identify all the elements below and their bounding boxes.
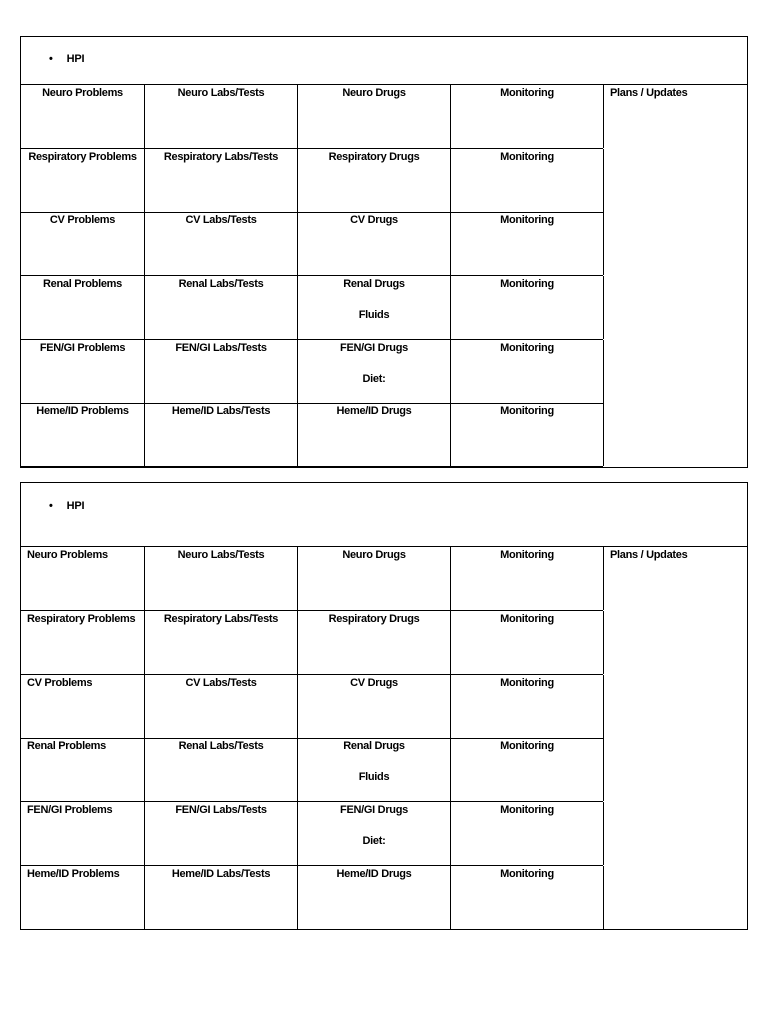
monitoring-label: Monitoring: [500, 151, 554, 163]
drugs-label: Neuro Drugs: [342, 87, 406, 99]
labs-cell[interactable]: [145, 403, 298, 466]
systems-grid: [21, 85, 747, 467]
labs-cell[interactable]: [145, 340, 298, 403]
hpi-label: HPI: [66, 500, 85, 512]
problems-label: Neuro Problems: [27, 549, 108, 561]
problems-label: Neuro Problems: [42, 87, 123, 99]
table-row-respiratory: [21, 611, 603, 675]
table-row-neuro: [21, 85, 603, 149]
monitoring-cell[interactable]: [451, 340, 604, 403]
drugs-cell[interactable]: [298, 802, 451, 865]
drugs-label: Renal Drugs: [343, 740, 405, 752]
problems-label: Heme/ID Problems: [27, 868, 120, 880]
monitoring-label: Monitoring: [500, 677, 554, 689]
plans-updates-cell[interactable]: [604, 85, 747, 467]
problems-label: FEN/GI Problems: [27, 804, 113, 816]
bullet-icon: •: [49, 500, 53, 512]
drugs-cell[interactable]: [298, 276, 451, 339]
problems-cell[interactable]: [21, 85, 145, 148]
drugs-label: Respiratory Drugs: [328, 151, 420, 163]
labs-cell[interactable]: [145, 611, 298, 674]
monitoring-cell[interactable]: [451, 866, 604, 929]
problems-label: Respiratory Problems: [27, 613, 136, 625]
labs-label: Renal Labs/Tests: [178, 740, 264, 752]
drugs-label: Respiratory Drugs: [328, 613, 420, 625]
drugs-cell[interactable]: [298, 212, 451, 275]
table-row-fen-gi: [21, 340, 603, 404]
monitoring-cell[interactable]: [451, 85, 604, 148]
fluids-label: Fluids: [358, 771, 390, 783]
monitoring-label: Monitoring: [500, 740, 554, 752]
problems-cell[interactable]: [21, 802, 145, 865]
labs-label: Neuro Labs/Tests: [177, 549, 265, 561]
monitoring-cell[interactable]: [451, 276, 604, 339]
drugs-label: CV Drugs: [350, 677, 398, 689]
plans-updates-cell[interactable]: [604, 547, 747, 929]
drugs-label: CV Drugs: [350, 214, 398, 226]
monitoring-cell[interactable]: [451, 212, 604, 275]
fluids-label: Fluids: [358, 309, 390, 321]
hpi-section[interactable]: [21, 37, 747, 85]
monitoring-label: Monitoring: [500, 278, 554, 290]
drugs-cell[interactable]: [298, 866, 451, 929]
icu-sheet-2: [20, 482, 748, 930]
labs-label: Heme/ID Labs/Tests: [171, 405, 271, 417]
labs-cell[interactable]: [145, 85, 298, 148]
drugs-cell[interactable]: [298, 403, 451, 466]
drugs-label: Renal Drugs: [343, 278, 405, 290]
problems-label: Renal Problems: [27, 740, 106, 752]
hpi-bullet-item: [49, 500, 84, 512]
labs-cell[interactable]: [145, 802, 298, 865]
labs-cell[interactable]: [145, 149, 298, 212]
table-row-cv: [21, 675, 603, 739]
drugs-cell[interactable]: [298, 149, 451, 212]
problems-label: Renal Problems: [43, 278, 122, 290]
table-row-neuro: [21, 547, 603, 611]
labs-label: FEN/GI Labs/Tests: [175, 804, 267, 816]
problems-cell[interactable]: [21, 212, 145, 275]
problems-cell[interactable]: [21, 866, 145, 929]
table-row-respiratory: [21, 149, 603, 213]
drugs-label: FEN/GI Drugs: [340, 804, 408, 816]
problems-cell[interactable]: [21, 675, 145, 738]
monitoring-label: Monitoring: [500, 868, 554, 880]
problems-cell[interactable]: [21, 611, 145, 674]
monitoring-label: Monitoring: [500, 87, 554, 99]
labs-label: Respiratory Labs/Tests: [163, 151, 279, 163]
problems-cell[interactable]: [21, 340, 145, 403]
monitoring-cell[interactable]: [451, 403, 604, 466]
drugs-cell[interactable]: [298, 85, 451, 148]
labs-label: Neuro Labs/Tests: [177, 87, 265, 99]
table-row-heme-id: [21, 403, 603, 467]
problems-label: CV Problems: [27, 677, 93, 689]
plans-updates-label: Plans / Updates: [610, 87, 688, 99]
problems-label: Heme/ID Problems: [36, 405, 129, 417]
labs-cell[interactable]: [145, 547, 298, 610]
drugs-cell[interactable]: [298, 675, 451, 738]
monitoring-label: Monitoring: [500, 214, 554, 226]
monitoring-cell[interactable]: [451, 675, 604, 738]
monitoring-label: Monitoring: [500, 342, 554, 354]
labs-label: CV Labs/Tests: [185, 677, 257, 689]
drugs-cell[interactable]: [298, 611, 451, 674]
drugs-label: Neuro Drugs: [342, 549, 406, 561]
problems-label: Respiratory Problems: [28, 151, 137, 163]
monitoring-cell[interactable]: [451, 738, 604, 801]
monitoring-label: Monitoring: [500, 405, 554, 417]
labs-label: FEN/GI Labs/Tests: [175, 342, 267, 354]
labs-label: Respiratory Labs/Tests: [163, 613, 279, 625]
bullet-icon: •: [49, 53, 53, 65]
table-row-fen-gi: [21, 802, 603, 866]
drugs-cell[interactable]: [298, 547, 451, 610]
diet-label: Diet:: [362, 373, 386, 385]
monitoring-cell[interactable]: [451, 149, 604, 212]
drugs-label: Heme/ID Drugs: [336, 868, 412, 880]
problems-cell[interactable]: [21, 403, 145, 466]
monitoring-label: Monitoring: [500, 613, 554, 625]
systems-grid: [21, 547, 747, 929]
hpi-bullet-item: [49, 53, 84, 65]
labs-label: CV Labs/Tests: [185, 214, 257, 226]
problems-cell[interactable]: [21, 547, 145, 610]
table-row-renal: [21, 276, 603, 340]
monitoring-label: Monitoring: [500, 549, 554, 561]
monitoring-label: Monitoring: [500, 804, 554, 816]
labs-cell[interactable]: [145, 276, 298, 339]
diet-label: Diet:: [362, 835, 386, 847]
labs-cell[interactable]: [145, 675, 298, 738]
monitoring-cell[interactable]: [451, 547, 604, 610]
drugs-label: FEN/GI Drugs: [340, 342, 408, 354]
problems-cell[interactable]: [21, 276, 145, 339]
labs-cell[interactable]: [145, 866, 298, 929]
monitoring-cell[interactable]: [451, 611, 604, 674]
table-row-cv: [21, 212, 603, 276]
table-row-renal: [21, 738, 603, 802]
icu-sheet-1: [20, 36, 748, 468]
labs-cell[interactable]: [145, 212, 298, 275]
monitoring-cell[interactable]: [451, 802, 604, 865]
problems-cell[interactable]: [21, 149, 145, 212]
labs-cell[interactable]: [145, 738, 298, 801]
problems-label: FEN/GI Problems: [39, 342, 126, 354]
hpi-label: HPI: [66, 53, 85, 65]
plans-updates-label: Plans / Updates: [610, 549, 688, 561]
labs-label: Heme/ID Labs/Tests: [171, 868, 271, 880]
hpi-section[interactable]: [21, 483, 747, 547]
problems-cell[interactable]: [21, 738, 145, 801]
drugs-cell[interactable]: [298, 340, 451, 403]
drugs-label: Heme/ID Drugs: [336, 405, 412, 417]
drugs-cell[interactable]: [298, 738, 451, 801]
labs-label: Renal Labs/Tests: [178, 278, 264, 290]
table-row-heme-id: [21, 866, 603, 930]
problems-label: CV Problems: [49, 214, 116, 226]
